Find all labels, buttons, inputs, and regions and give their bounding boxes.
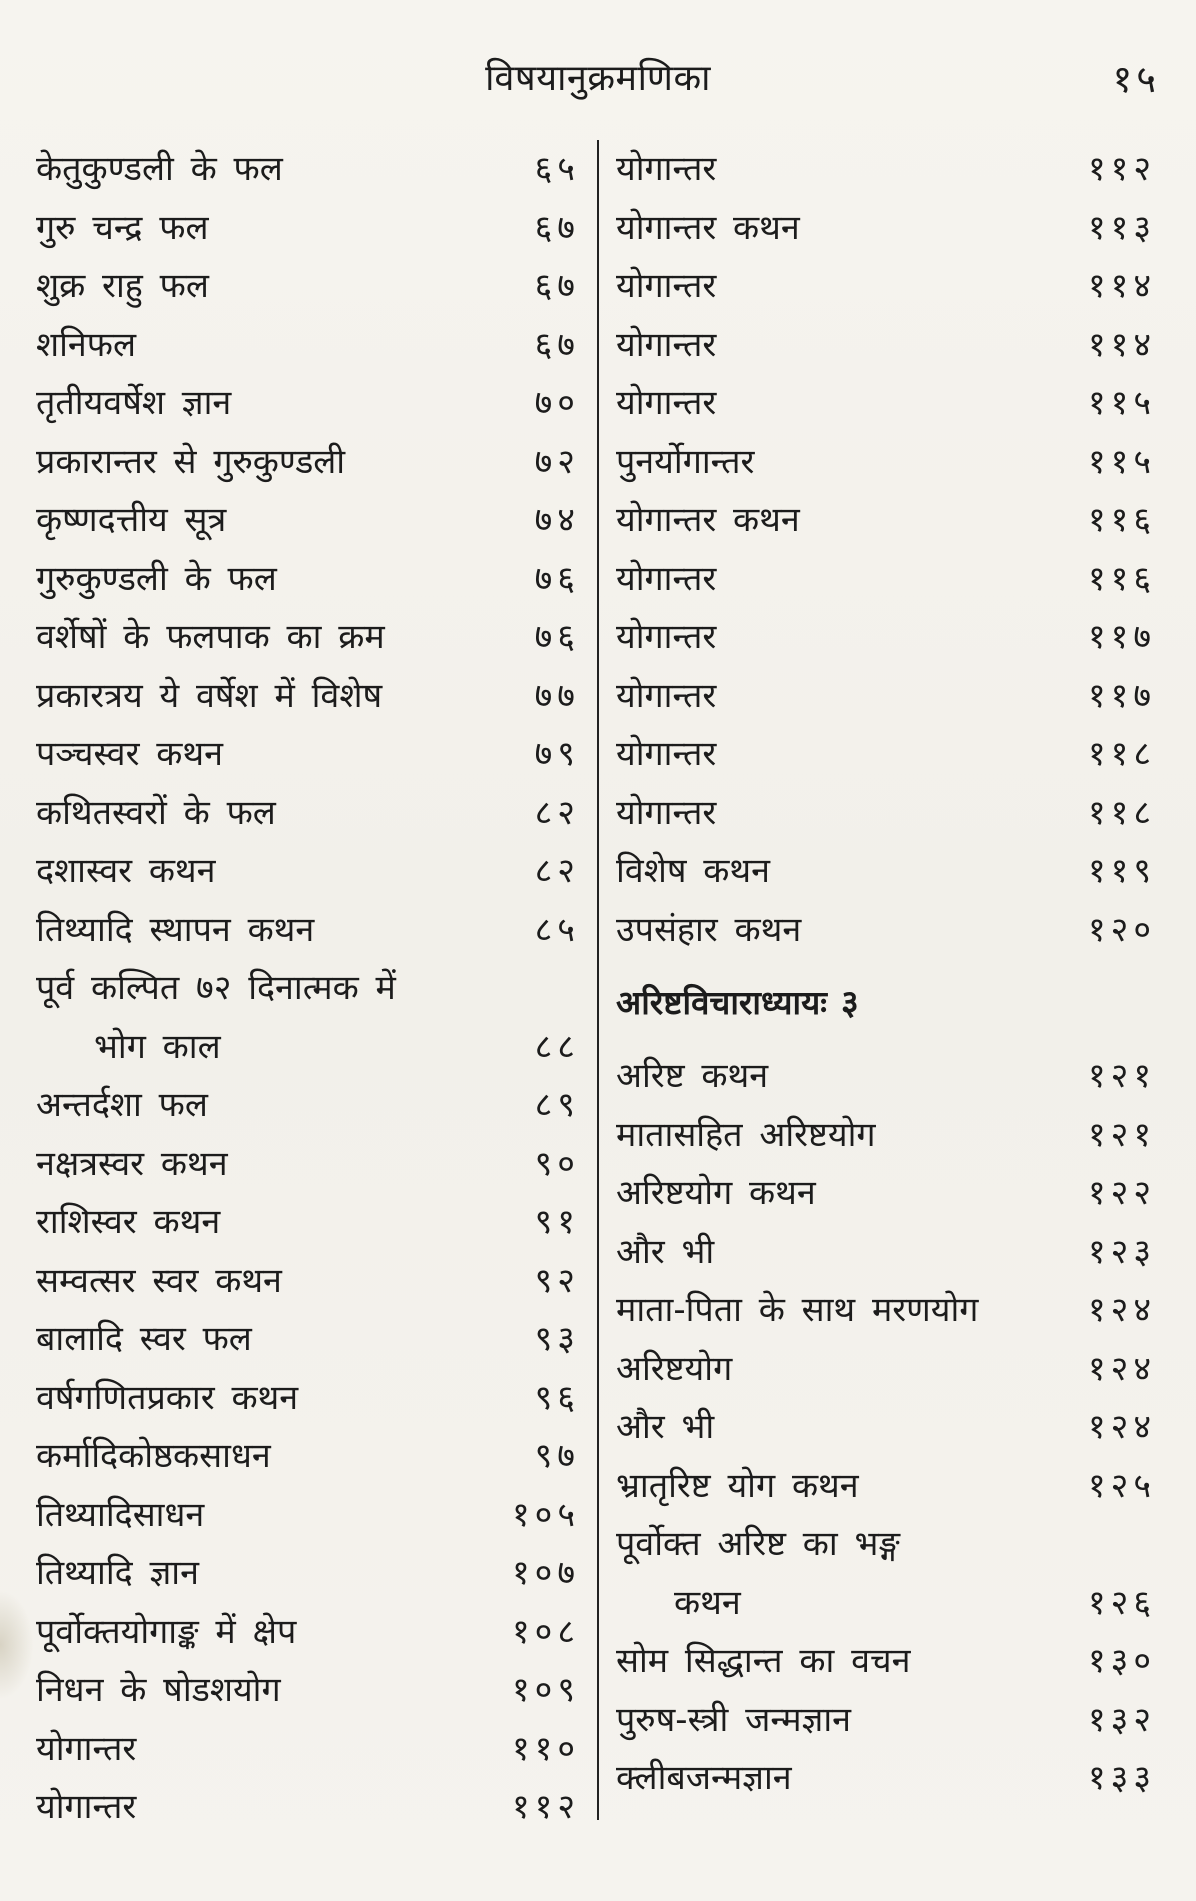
toc-entry-title: योगान्तर (616, 675, 717, 716)
toc-entry-page: १२२ (1087, 1173, 1156, 1213)
toc-entry-page: १२३ (1087, 1231, 1156, 1272)
toc-entry-page: ८८ (534, 1026, 580, 1067)
toc-entry (616, 550, 1156, 609)
toc-entry (36, 1369, 580, 1428)
toc-entry (616, 784, 1156, 843)
toc-entry-title: पूर्वोक्त अरिष्ट का भङ्ग (616, 1524, 900, 1564)
toc-entry-title: योगान्तर (36, 1728, 137, 1769)
toc-entry (616, 842, 1156, 901)
toc-entry-title: केतुकुण्डली के फल (36, 149, 283, 189)
toc-entry (616, 1106, 1156, 1165)
toc-entry-page: ६७ (534, 266, 580, 306)
toc-entry-page: ११५ (1087, 383, 1156, 423)
toc-entry-page: ९२ (534, 1260, 580, 1301)
toc-entry (36, 1310, 580, 1369)
toc-entry-title: अन्तर्दशा फल (36, 1085, 208, 1125)
toc-entry-title: पुरुष-स्त्री जन्मज्ञान (616, 1699, 852, 1740)
toc-entry-title: सोम सिद्धान्त का वचन (616, 1641, 911, 1681)
page-edge-smudge (0, 1590, 34, 1700)
toc-entry-page: ६७ (534, 207, 580, 248)
toc-entry (36, 491, 580, 550)
toc-entry-title: मातासहित अरिष्टयोग (616, 1114, 876, 1155)
toc-entry-page: ९३ (534, 1319, 580, 1359)
toc-entry-title: तृतीयवर्षेश ज्ञान (36, 383, 232, 423)
toc-entry-title: क्लीबजन्मज्ञान (616, 1758, 792, 1798)
toc-entry-page: १०८ (511, 1611, 580, 1652)
toc-entry (36, 784, 580, 843)
toc-entry-title: सम्वत्सर स्वर कथन (36, 1260, 282, 1301)
toc-entry-page: १०७ (511, 1553, 580, 1593)
toc-entry-title: माता-पिता के साथ मरणयोग (616, 1290, 979, 1330)
toc-entry-title: तिथ्यादिसाधन (36, 1494, 205, 1535)
toc-entry-page: १२४ (1087, 1407, 1156, 1447)
toc-entry-page: ७० (534, 383, 580, 423)
toc-entry (36, 1252, 580, 1311)
toc-entry-title: दशास्वर कथन (36, 851, 216, 891)
toc-entry (36, 257, 580, 316)
toc-entry-title: योगान्तर (616, 617, 717, 657)
toc-entry-title: कृष्णदत्तीय सूत्र (36, 500, 227, 540)
toc-entry (36, 374, 580, 433)
toc-entry-title: शुक्र राहु फल (36, 266, 209, 306)
toc-entry (36, 1544, 580, 1603)
toc-entry-page: ८५ (534, 909, 580, 950)
toc-entry-page: १०५ (511, 1494, 580, 1535)
toc-entry-page: ६५ (534, 149, 580, 189)
toc-entry-title: योगान्तर (616, 266, 717, 306)
toc-entry-title: तिथ्यादि स्थापन कथन (36, 909, 315, 950)
toc-entry (36, 1076, 580, 1135)
toc-entry (616, 1632, 1156, 1691)
toc-entry (36, 1018, 580, 1077)
toc-entry-page: १२४ (1087, 1348, 1156, 1389)
toc-entry-page: ८९ (534, 1085, 580, 1125)
toc-entry-page: ७६ (534, 617, 580, 657)
toc-entry (36, 842, 580, 901)
toc-entry-page: ८२ (534, 792, 580, 833)
toc-entry-page: ७९ (534, 734, 580, 774)
toc-entry (616, 1515, 1156, 1574)
toc-entry-title: योगान्तर (36, 1787, 137, 1827)
toc-entry-page: १२६ (1087, 1582, 1156, 1623)
chapter-title: अरिष्टविचाराध्यायः (616, 983, 827, 1022)
toc-entry (36, 1661, 580, 1720)
toc-entry (36, 959, 580, 1018)
toc-entry-page: १२१ (1087, 1114, 1156, 1155)
toc-entry-title: बालादि स्वर फल (36, 1319, 252, 1359)
toc-entry-title: प्रकारत्रय ये वर्षेश में विशेष (36, 675, 383, 716)
toc-entry-title: पुनर्योगान्तर (616, 441, 755, 482)
toc-entry-page: ११२ (1087, 149, 1156, 189)
toc-entry-title: वर्षगणितप्रकार कथन (36, 1377, 299, 1418)
toc-entry-title: नक्षत्रस्वर कथन (36, 1143, 228, 1184)
toc-entry-page: ७७ (534, 675, 580, 716)
toc-entry-title: प्रकारान्तर से गुरुकुण्डली (36, 441, 346, 482)
toc-entry-page: ११९ (1087, 851, 1156, 891)
toc-entry-title: भोग काल (94, 1026, 221, 1067)
toc-entry (616, 1281, 1156, 1340)
toc-entry-page: १२० (1087, 909, 1156, 950)
toc-entry-title: भ्रातृरिष्ट योग कथन (616, 1465, 859, 1506)
toc-entry-page: ७२ (534, 441, 580, 482)
toc-entry (36, 1193, 580, 1252)
toc-entry-title: योगान्तर (616, 734, 717, 774)
toc-entry-page: ११३ (1087, 207, 1156, 248)
toc-entry-title: योगान्तर (616, 324, 717, 365)
toc-entry-page: ११४ (1087, 266, 1156, 306)
toc-entry-page: ११६ (1087, 558, 1156, 599)
toc-entry (36, 1135, 580, 1194)
toc-entry-page: ११० (511, 1728, 580, 1769)
toc-entry-page: ६७ (534, 324, 580, 365)
toc-entry (616, 725, 1156, 784)
page-header (0, 44, 1196, 114)
toc-entry (616, 433, 1156, 492)
page-number: १५ (1112, 57, 1160, 101)
toc-entry-title: योगान्तर (616, 383, 717, 423)
toc-entry (616, 491, 1156, 550)
toc-entry (616, 1691, 1156, 1750)
toc-entry (36, 433, 580, 492)
toc-entry (36, 1427, 580, 1486)
toc-entry (616, 1047, 1156, 1106)
toc-entry-page: १३० (1087, 1641, 1156, 1681)
toc-entry-title: कथन (674, 1582, 741, 1623)
toc-entry-page: ११४ (1087, 324, 1156, 365)
toc-entry-title: योगान्तर कथन (616, 500, 800, 540)
toc-entry-page: ११८ (1087, 792, 1156, 833)
toc-entry (616, 1457, 1156, 1516)
toc-entry-page: ११७ (1087, 617, 1156, 657)
toc-entry-title: अरिष्टयोग (616, 1348, 733, 1389)
toc-left-column (36, 140, 580, 1837)
toc-entry-page: ९७ (534, 1436, 580, 1476)
toc-entry (36, 667, 580, 726)
toc-entry-title: और भी (616, 1407, 715, 1447)
toc-entry (36, 316, 580, 375)
toc-entry-title: योगान्तर कथन (616, 207, 800, 248)
toc-entry (616, 1398, 1156, 1457)
toc-entry-page: ११८ (1087, 734, 1156, 774)
toc-right-column (616, 140, 1156, 1808)
toc-entry-page: ११६ (1087, 500, 1156, 540)
toc-entry (616, 901, 1156, 960)
toc-entry-page: ९० (534, 1143, 580, 1184)
toc-entry-title: तिथ्यादि ज्ञान (36, 1553, 199, 1593)
toc-entry-page: ७४ (534, 500, 580, 540)
toc-entry (36, 1778, 580, 1837)
chapter-number: ३ (841, 983, 859, 1023)
toc-entry-title: योगान्तर (616, 558, 717, 599)
toc-entry-title: अरिष्ट कथन (616, 1056, 769, 1096)
toc-entry-title: शनिफल (36, 324, 137, 365)
toc-entry-title: उपसंहार कथन (616, 909, 802, 950)
toc-entry-page: ९१ (534, 1202, 580, 1242)
toc-entry-page: ९६ (534, 1377, 580, 1418)
toc-entry-title: पूर्वोक्तयोगाङ्क में क्षेप (36, 1611, 297, 1652)
toc-entry-page: १०९ (511, 1670, 580, 1710)
toc-entry (616, 140, 1156, 199)
toc-entry (616, 1164, 1156, 1223)
toc-entry (36, 901, 580, 960)
toc-entry (616, 608, 1156, 667)
toc-entry (36, 725, 580, 784)
toc-entry (616, 1223, 1156, 1282)
toc-entry (616, 667, 1156, 726)
toc-entry-title: राशिस्वर कथन (36, 1202, 221, 1242)
toc-entry (36, 1603, 580, 1662)
toc-entry-page: ८२ (534, 851, 580, 891)
toc-entry (616, 257, 1156, 316)
toc-entry-title: विशेष कथन (616, 851, 770, 891)
toc-entry-title: गुरुकुण्डली के फल (36, 558, 277, 599)
toc-entry-page: १२४ (1087, 1290, 1156, 1330)
toc-entry (36, 550, 580, 609)
page-title: विषयानुक्रमणिका (485, 58, 711, 99)
toc-entry-page: ११२ (511, 1787, 580, 1827)
toc-entry (36, 140, 580, 199)
toc-entry-title: निधन के षोडशयोग (36, 1670, 281, 1710)
toc-entry-title: कथितस्वरों के फल (36, 792, 276, 833)
toc-entry-title: कर्मादिकोष्ठकसाधन (36, 1436, 271, 1476)
toc-entry (616, 199, 1156, 258)
toc-entry (616, 1574, 1156, 1633)
toc-entry (616, 374, 1156, 433)
toc-entry (36, 1720, 580, 1779)
chapter-heading (616, 959, 1156, 1047)
toc-entry-page: ११५ (1087, 441, 1156, 482)
toc-entry-title: पञ्चस्वर कथन (36, 734, 224, 774)
toc-entry (36, 1486, 580, 1545)
toc-entry-title: अरिष्टयोग कथन (616, 1173, 816, 1213)
toc-entry-title: गुरु चन्द्र फल (36, 207, 209, 248)
toc-entry-title: योगान्तर (616, 792, 717, 833)
toc-entry-page: १३२ (1087, 1699, 1156, 1740)
column-divider (597, 140, 599, 1820)
toc-entry-title: वर्शेषों के फलपाक का क्रम (36, 617, 385, 657)
toc-entry (616, 1749, 1156, 1808)
toc-entry (36, 608, 580, 667)
toc-entry (616, 1340, 1156, 1399)
toc-entry-page: १२१ (1087, 1056, 1156, 1096)
toc-entry-title: योगान्तर (616, 149, 717, 189)
toc-entry-title: पूर्व कल्पित ७२ दिनात्मक में (36, 968, 396, 1008)
toc-entry (616, 316, 1156, 375)
toc-entry-title: और भी (616, 1231, 715, 1272)
toc-entry-page: १३३ (1087, 1758, 1156, 1798)
toc-entry-page: ७६ (534, 558, 580, 599)
toc-entry-page: १२५ (1087, 1465, 1156, 1506)
toc-entry (36, 199, 580, 258)
toc-entry-page: ११७ (1087, 675, 1156, 716)
